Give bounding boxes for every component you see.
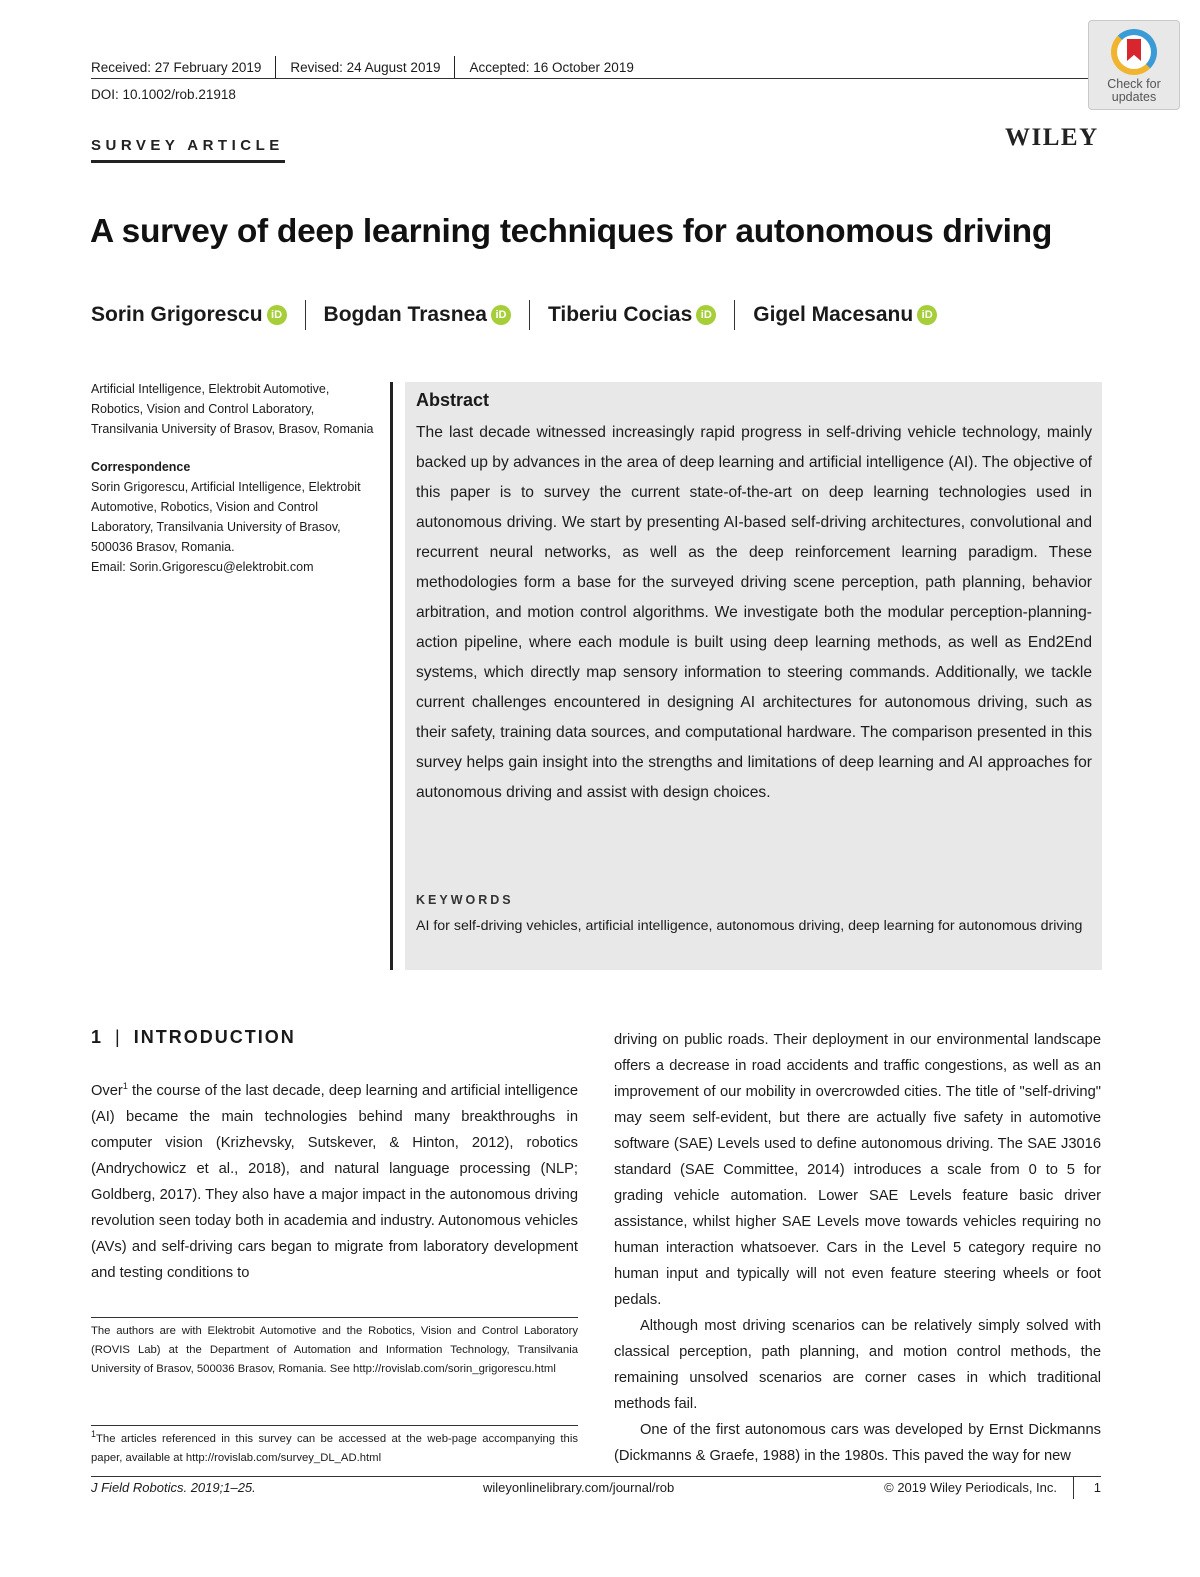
abstract-side-bar [390, 382, 393, 970]
footer-rule [91, 1476, 1101, 1477]
paragraph: One of the first autonomous cars was developed by Ernst Dickmanns (Dickmanns & Graefe, 1988) in the 1980s. This paved the way for new [614, 1422, 1101, 1464]
footnote-rule [91, 1317, 578, 1318]
footnote-rule [91, 1425, 578, 1426]
footnote-1: $^1$The articles referenced in this survey can be accessed at the web‐page accompanying this paper, available at http://rovislab.com/survey_DL_AD.html [91, 1429, 578, 1464]
author-name[interactable]: Bogdan Trasnea [323, 303, 487, 326]
section-label: SURVEY ARTICLE [91, 137, 284, 154]
revised-date: Revised: 24 August 2019 [290, 59, 441, 75]
correspondence-text: Sorin Grigorescu, Artificial Intelligence, Elektrobit Automotive, Robotics, Vision and Control Laboratory, Transilvania University of Brasov, 500036 Brasov, Romania. [91, 480, 361, 554]
author-name[interactable]: Gigel Macesanu [753, 303, 914, 326]
keywords-text: AI for self‐driving vehicles, artificial intelligence, autonomous driving, deep learning for autonomous driving [416, 918, 1083, 934]
author-name[interactable]: Tiberiu Cocias [547, 303, 693, 326]
section-number: 1 [91, 1027, 104, 1047]
author-list [91, 300, 937, 330]
author-divider [305, 300, 306, 330]
page-footer [91, 1480, 1101, 1498]
doi: DOI: 10.1002/rob.21918 [91, 87, 236, 102]
orcid-icon[interactable]: iD [267, 305, 287, 325]
orcid-icon[interactable]: iD [696, 305, 716, 325]
header-rule [91, 78, 1101, 79]
affiliation-text: Artificial Intelligence, Elektrobit Automotive, Robotics, Vision and Control Laboratory, Transilvania University of Brasov, Brasov, Romania [91, 382, 374, 436]
author-divider [529, 300, 530, 330]
paragraph: Although most driving scenarios can be relatively simply solved with classical perception, path planning, and motion control methods, the remaining unsolved scenarios are corner cases in which traditional methods fail. [614, 1318, 1101, 1412]
section-heading-introduction [91, 1027, 296, 1048]
publisher-logo: WILEY [1005, 124, 1099, 151]
copyright: © 2019 Wiley Periodicals, Inc. [884, 1480, 1057, 1495]
article-dates [91, 58, 634, 76]
page-number: 1 [1093, 1480, 1101, 1495]
author-divider [734, 300, 735, 330]
body-column-right [614, 1027, 1101, 1469]
abstract-heading: Abstract [416, 390, 490, 410]
article-title: A survey of deep learning techniques for autonomous driving [90, 213, 1052, 250]
check-for-updates-label: Check for updates [1107, 77, 1161, 104]
journal-url[interactable]: wileyonlinelibrary.com/journal/rob [483, 1480, 675, 1495]
orcid-icon[interactable]: iD [491, 305, 511, 325]
journal-citation: J Field Robotics. 2019;1–25. [91, 1480, 256, 1495]
abstract-text: The last decade witnessed increasingly rapid progress in self‐driving vehicle technology, mainly backed up by advances in the area of deep learning and artificial intelligence (AI). The objective of this paper is to survey the current state‐of‐the‐art on deep learning technologies used in autonomous driving. We start by presenting AI‐based self‐driving architectures, convolutional and recurrent neural networks, as well as the deep reinforcement learning paradigm. These methodologies form a base for the surveyed driving scene perception, path planning, behavior arbitration, and motion control algorithms. We investigate both the modular perception‐planning‐action pipeline, where each module is built using deep learning methods, as well as End2End systems, which directly map sensory information to steering commands. Additionally, we tackle current challenges encountered in designing AI architectures for autonomous driving, such as their safety, training data sources, and computational hardware. The comparison presented in this survey helps gain insight into the strengths and limitations of deep learning and AI approaches for autonomous driving and assist with design choices. [416, 424, 1092, 801]
section-separator: | [115, 1027, 122, 1047]
author-name[interactable]: Sorin Grigorescu [91, 303, 263, 326]
footnote-marker[interactable]: 1 [122, 1081, 128, 1092]
date-divider [454, 56, 455, 78]
received-date: Received: 27 February 2019 [91, 59, 262, 75]
authors-footnote: The authors are with Elektrobit Automotive and the Robotics, Vision and Control Laboratory (ROVIS Lab) at the Department of Automation and Information Technology, Transilvania University of Brasov, 500036 Brasov, Romania. See http://rovislab.com/sorin_grigorescu.html [91, 1325, 578, 1375]
section-title: INTRODUCTION [133, 1027, 296, 1047]
affiliation-block [91, 379, 381, 577]
paragraph: driving on public roads. Their deployment in our environmental landscape offers a decrease in road accidents and traffic congestions, as well as an improvement of our mobility in overcrowded cities. The title of "self‐driving" may seem self‐evident, but there are actually five safety in automotive software (SAE) Levels used to define autonomous driving. The SAE J3016 standard (SAE Committee, 2014) introduces a scale from 0 to 5 for grading vehicle automation. Lower SAE Levels feature basic driver assistance, whilst higher SAE Levels move towards vehicles requiring no human interaction whatsoever. Cars in the Level 5 category require no human input and typically will not even feature steering wheels or foot pedals. [614, 1032, 1101, 1308]
keywords-heading: KEYWORDS [416, 893, 514, 907]
check-for-updates-button[interactable] [1088, 20, 1180, 110]
correspondence-label: Correspondence [91, 460, 191, 474]
body-column-left: Over$^1$ the course of the last decade, deep learning and artificial intelligence (AI) became the main technologies behind many breakthroughs in computer vision (Krizhevsky, Sutskever, & Hinton, 2012), robotics (Andrychowicz et al., 2018), and natural language processing (NLP; Goldberg, 2017). They also have a major impact in the autonomous driving revolution seen today both in academia and industry. Autonomous vehicles (AVs) and self‐driving cars began to migrate from laboratory development and testing conditions to [91, 1081, 578, 1281]
orcid-icon[interactable]: iD [917, 305, 937, 325]
accepted-date: Accepted: 16 October 2019 [469, 59, 634, 75]
correspondence-email[interactable]: Email: Sorin.Grigorescu@elektrobit.com [91, 560, 314, 574]
section-label-underline [91, 160, 285, 163]
date-divider [275, 56, 276, 78]
footer-divider [1073, 1477, 1074, 1499]
